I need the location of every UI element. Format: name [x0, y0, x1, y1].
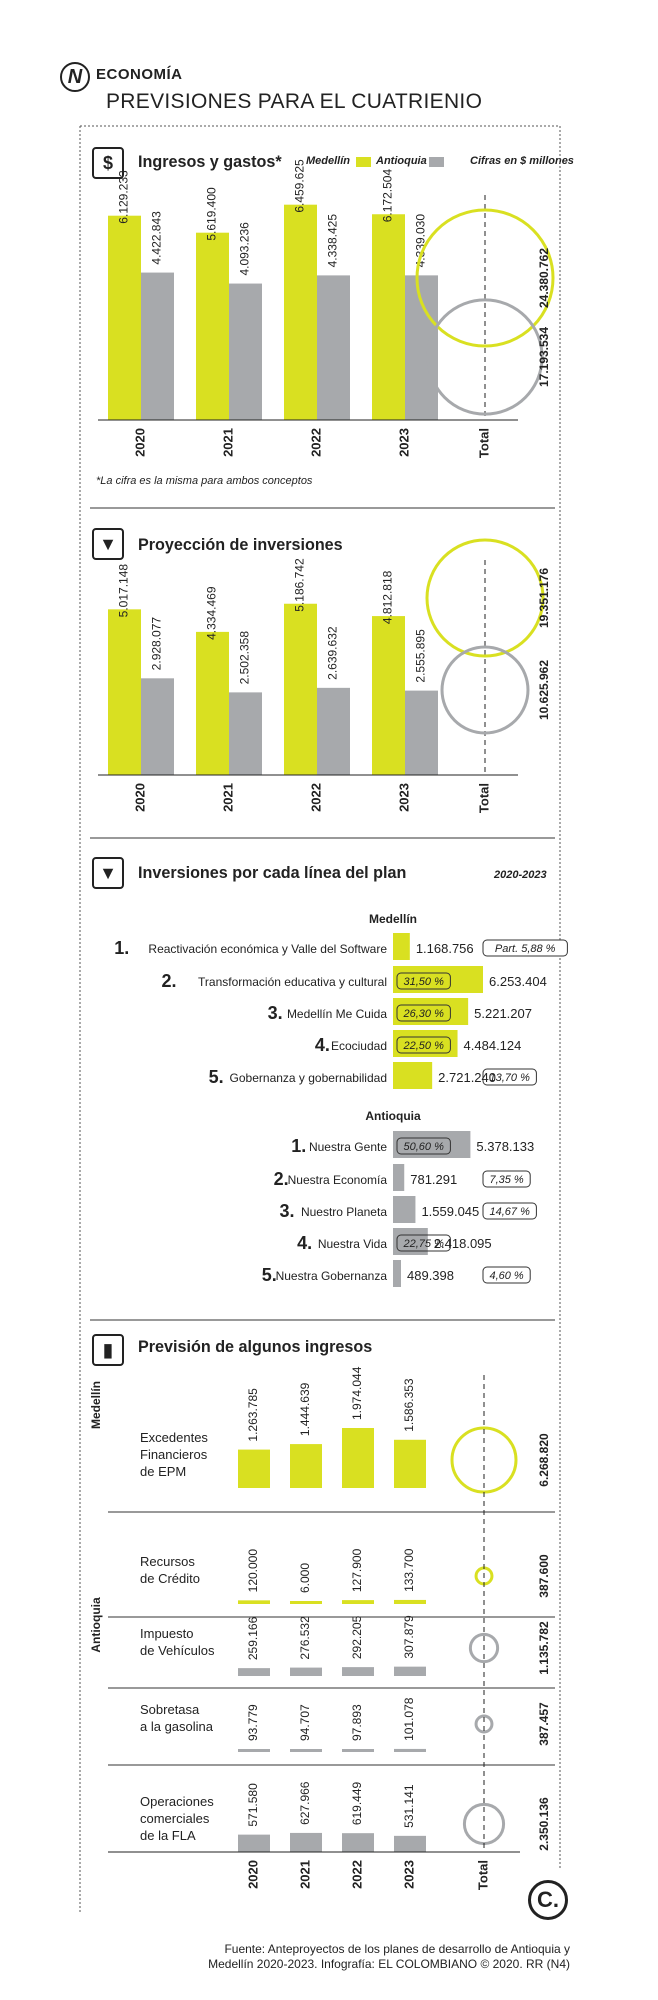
- revenue-row-label: comerciales: [140, 1811, 210, 1826]
- revenue-row-label: Excedentes: [140, 1430, 208, 1445]
- plan-line-label: Nuestra Gobernanza: [275, 1269, 387, 1283]
- publisher-logo-icon: N: [60, 62, 90, 92]
- bar-chart-icon: ▮: [92, 1334, 124, 1366]
- revenue-row-label: a la gasolina: [140, 1719, 213, 1734]
- revenue-data-label: 292.205: [350, 1615, 365, 1660]
- data-label-antioquia: 2.555.895: [413, 629, 428, 683]
- revenue-total-label: 6.268.820: [537, 1433, 552, 1487]
- revenue-bar-2020: [238, 1600, 270, 1604]
- plan-line-label: Nuestra Gente: [308, 1140, 387, 1154]
- section1-note: *La cifra es la misma para ambos conceptos: [96, 475, 313, 487]
- plan-line-number: 2.: [161, 971, 177, 991]
- money-stack-icon: $: [92, 147, 124, 179]
- footer-line-2: Medellín 2020-2023. Infografía: EL COLOMBIANO © 2020. RR (N4): [208, 1957, 570, 1971]
- data-label-antioquia: 4.093.236: [237, 222, 252, 276]
- revenue-x-tick-label: 2023: [401, 1860, 417, 1889]
- bar-antioquia-2022: [317, 275, 350, 420]
- plan-value-label: 2.418.095: [433, 1236, 492, 1251]
- revenue-row-label: Impuesto: [140, 1626, 194, 1641]
- bar-antioquia-2022: [317, 688, 350, 775]
- data-label-antioquia: 4.338.425: [325, 213, 340, 268]
- el-colombiano-logo-icon: C.: [528, 1880, 568, 1920]
- bar-medellin-2021: [196, 233, 229, 420]
- plan-pct-label: 22,50 %: [403, 1040, 444, 1052]
- revenue-data-label: 97.893: [350, 1704, 365, 1741]
- revenue-row-label: de Crédito: [140, 1571, 200, 1586]
- revenue-row-label: Sobretasa: [140, 1702, 200, 1717]
- x-tick-label-total: Total: [476, 783, 492, 814]
- group-heading-antioquia: Antioquia: [365, 1109, 421, 1123]
- total-label-medellin: 24.380.762: [537, 247, 552, 309]
- x-tick-label: 2022: [308, 428, 324, 457]
- plan-value-label: 5.221.207: [474, 1006, 532, 1021]
- revenue-data-label: 94.707: [298, 1704, 313, 1741]
- bar-antioquia-2020: [141, 273, 174, 420]
- total-label-medellin: 19.351.176: [537, 567, 552, 629]
- bar-antioquia-2020: [141, 678, 174, 775]
- plan-pct-label: 26,30 %: [403, 1008, 444, 1020]
- revenue-bar-2021: [290, 1601, 322, 1604]
- plan-line-number: 5.: [261, 1265, 277, 1285]
- x-tick-label: 2020: [132, 428, 148, 457]
- plan-line-label: Medellín Me Cuida: [286, 1007, 387, 1021]
- revenue-bar-2022: [342, 1749, 374, 1752]
- revenue-data-label: 127.900: [350, 1548, 365, 1593]
- plan-line-label: Ecociudad: [330, 1039, 387, 1053]
- plan-line-label: Nuestra Economía: [287, 1173, 387, 1187]
- plan-line-label: Transformación educativa y cultural: [198, 975, 387, 989]
- revenue-x-tick-label-total: Total: [475, 1860, 491, 1891]
- bar-antioquia-2023: [405, 691, 438, 775]
- down-arrow-coin-icon: ▼: [92, 857, 124, 889]
- data-label-antioquia: 4.339.030: [413, 213, 428, 268]
- bar-medellin-2023: [372, 214, 405, 420]
- revenue-total-label: 2.350.136: [537, 1797, 552, 1851]
- revenue-data-label: 571.580: [246, 1783, 261, 1827]
- data-label-medellin: 6.129.233: [116, 170, 131, 224]
- data-label-medellin: 4.812.818: [380, 570, 395, 625]
- plan-pct-label: 7,35 %: [489, 1174, 524, 1186]
- revenue-data-label: 133.700: [402, 1548, 417, 1592]
- plan-value-label: 1.168.756: [415, 941, 474, 956]
- revenue-bar-2021: [290, 1668, 322, 1676]
- footer-line-1: Fuente: Anteproyectos de los planes de desarrollo de Antioquia y: [224, 1942, 570, 1956]
- plan-value-label: 6.253.404: [489, 974, 547, 989]
- revenue-data-label: 619.449: [350, 1781, 365, 1826]
- data-label-antioquia: 2.639.632: [325, 626, 340, 680]
- revenue-row-label: Recursos: [140, 1554, 195, 1569]
- revenue-x-tick-label: 2021: [297, 1860, 313, 1889]
- data-label-medellin: 5.619.400: [204, 187, 219, 241]
- revenue-total-label: 387.457: [537, 1702, 552, 1746]
- total-label-antioquia: 10.625.962: [537, 659, 552, 721]
- revenue-data-label: 627.966: [298, 1781, 313, 1825]
- x-tick-label: 2021: [220, 783, 236, 812]
- plan-bar: [393, 1196, 415, 1223]
- plan-pct-label: 14,67 %: [489, 1206, 530, 1218]
- data-label-antioquia: 4.422.843: [149, 211, 164, 265]
- revenue-bar-2021: [290, 1749, 322, 1752]
- plan-value-label: 2.721.240: [438, 1070, 497, 1085]
- revenue-bar-2021: [290, 1444, 322, 1488]
- revenue-group-label-antioquia: Antioquia: [89, 1597, 104, 1653]
- plan-line-number: 5.: [208, 1067, 224, 1087]
- data-label-medellin: 6.459.625: [292, 159, 307, 213]
- revenue-total-label: 387.600: [537, 1554, 552, 1598]
- revenue-data-label: 101.078: [402, 1697, 417, 1741]
- revenue-x-tick-label: 2022: [349, 1860, 365, 1889]
- revenue-data-label: 276.532: [298, 1616, 313, 1660]
- section3-period: 2020-2023: [494, 869, 547, 881]
- revenue-bar-2022: [342, 1833, 374, 1852]
- x-tick-label: 2023: [396, 428, 412, 457]
- data-label-antioquia: 2.502.358: [237, 630, 252, 685]
- revenue-bar-2022: [342, 1667, 374, 1676]
- plan-bar: [393, 933, 410, 960]
- data-label-medellin: 4.334.469: [204, 586, 219, 640]
- x-tick-label: 2021: [220, 428, 236, 457]
- footer-source: [60, 1942, 570, 1972]
- x-tick-label: 2023: [396, 783, 412, 812]
- plan-value-label: 1.559.045: [421, 1204, 480, 1219]
- revenue-total-label: 1.135.782: [537, 1621, 552, 1675]
- total-label-antioquia: 17.193.534: [537, 326, 552, 388]
- revenue-bar-2020: [238, 1835, 270, 1852]
- plan-bar: [393, 1260, 401, 1287]
- revenue-bar-2020: [238, 1450, 270, 1488]
- plan-pct-label: 31,50 %: [403, 976, 444, 988]
- bar-medellin-2023: [372, 616, 405, 775]
- bar-medellin-2021: [196, 632, 229, 775]
- plan-pct-label: 4,60 %: [489, 1270, 524, 1282]
- revenue-data-label: 1.586.353: [402, 1378, 417, 1432]
- section3-title: Inversiones por cada línea del plan: [138, 863, 407, 882]
- revenue-row-label: de la FLA: [140, 1828, 196, 1843]
- bar-antioquia-2023: [405, 275, 438, 420]
- plan-line-number: 1.: [114, 938, 130, 958]
- revenue-data-label: 93.779: [246, 1704, 261, 1741]
- legend-antioquia-label: Antioquia: [376, 155, 427, 167]
- revenue-bar-2020: [238, 1668, 270, 1676]
- plan-pct-label: 22,75 %: [403, 1238, 444, 1250]
- data-label-medellin: 5.017.148: [116, 563, 131, 618]
- revenue-data-label: 120.000: [246, 1548, 261, 1593]
- revenue-row-label: Financieros: [140, 1447, 208, 1462]
- data-label-antioquia: 2.928.077: [149, 616, 164, 671]
- plan-bar: [393, 1062, 432, 1089]
- x-tick-label: 2022: [308, 783, 324, 812]
- x-tick-label: 2020: [132, 783, 148, 812]
- legend-units: Cifras en $ millones: [470, 155, 574, 167]
- plan-line-number: 4.: [297, 1233, 313, 1253]
- revenue-bar-2023: [394, 1667, 426, 1676]
- bar-medellin-2022: [284, 205, 317, 420]
- revenue-row-label: de Vehículos: [140, 1643, 215, 1658]
- revenue-data-label: 1.974.044: [350, 1366, 365, 1420]
- page-title: PREVISIONES PARA EL CUATRIENIO: [106, 90, 483, 113]
- plan-value-label: 781.291: [410, 1172, 458, 1187]
- data-label-medellin: 5.186.742: [292, 558, 307, 612]
- plan-line-number: 3.: [267, 1003, 283, 1023]
- plan-pct-label: 13,70 %: [489, 1072, 530, 1084]
- plan-pct-label: Part. 5,88 %: [494, 943, 556, 955]
- plan-line-number: 4.: [314, 1035, 330, 1055]
- revenue-data-label: 531.141: [402, 1784, 417, 1828]
- legend-medellin-label: Medellín: [306, 155, 351, 167]
- revenue-bar-2022: [342, 1600, 374, 1604]
- revenue-data-label: 1.263.785: [246, 1388, 261, 1442]
- section-label: ECONOMÍA: [96, 66, 183, 83]
- revenue-bar-2023: [394, 1836, 426, 1852]
- revenue-data-label: 259.166: [246, 1616, 261, 1661]
- bar-antioquia-2021: [229, 692, 262, 775]
- bar-medellin-2020: [108, 216, 141, 420]
- section4-title: Previsión de algunos ingresos: [138, 1337, 373, 1356]
- plan-line-label: Gobernanza y gobernabilidad: [229, 1071, 387, 1085]
- revenue-bar-2020: [238, 1749, 270, 1752]
- plan-value-label: 4.484.124: [463, 1038, 522, 1053]
- revenue-bar-2023: [394, 1440, 426, 1488]
- section2-title: Proyección de inversiones: [138, 535, 343, 554]
- plan-value-label: 5.378.133: [476, 1139, 535, 1154]
- bar-antioquia-2021: [229, 284, 262, 420]
- revenue-bar-2021: [290, 1833, 322, 1852]
- revenue-data-label: 6.000: [298, 1562, 313, 1593]
- plan-line-number: 1.: [291, 1136, 307, 1156]
- plan-value-label: 489.398: [407, 1268, 454, 1283]
- x-tick-label-total: Total: [476, 428, 492, 459]
- bar-medellin-2022: [284, 604, 317, 775]
- plan-line-label: Nuestra Vida: [317, 1237, 387, 1251]
- revenue-group-label-medellin: Medellín: [89, 1380, 104, 1430]
- section1-title: Ingresos y gastos*: [138, 152, 282, 171]
- plan-bar: [393, 1164, 404, 1191]
- plan-line-number: 3.: [279, 1201, 295, 1221]
- plan-line-label: Nuestro Planeta: [300, 1205, 387, 1219]
- bar-medellin-2020: [108, 609, 141, 775]
- down-arrow-coin-icon: ▼: [92, 528, 124, 560]
- revenue-data-label: 307.879: [402, 1615, 417, 1659]
- data-label-medellin: 6.172.504: [380, 168, 395, 223]
- plan-pct-label: 50,60 %: [403, 1141, 444, 1153]
- revenue-row-label: de EPM: [140, 1464, 187, 1479]
- revenue-data-label: 1.444.639: [298, 1382, 313, 1437]
- revenue-bar-2023: [394, 1749, 426, 1752]
- plan-line-label: Reactivación económica y Valle del Software: [148, 942, 387, 956]
- revenue-bar-2023: [394, 1600, 426, 1604]
- revenue-bar-2022: [342, 1428, 374, 1488]
- revenue-row-label: Operaciones: [140, 1794, 214, 1809]
- revenue-x-tick-label: 2020: [245, 1860, 261, 1889]
- plan-line-number: 2.: [273, 1169, 289, 1189]
- group-heading-medellín: Medellín: [368, 912, 418, 926]
